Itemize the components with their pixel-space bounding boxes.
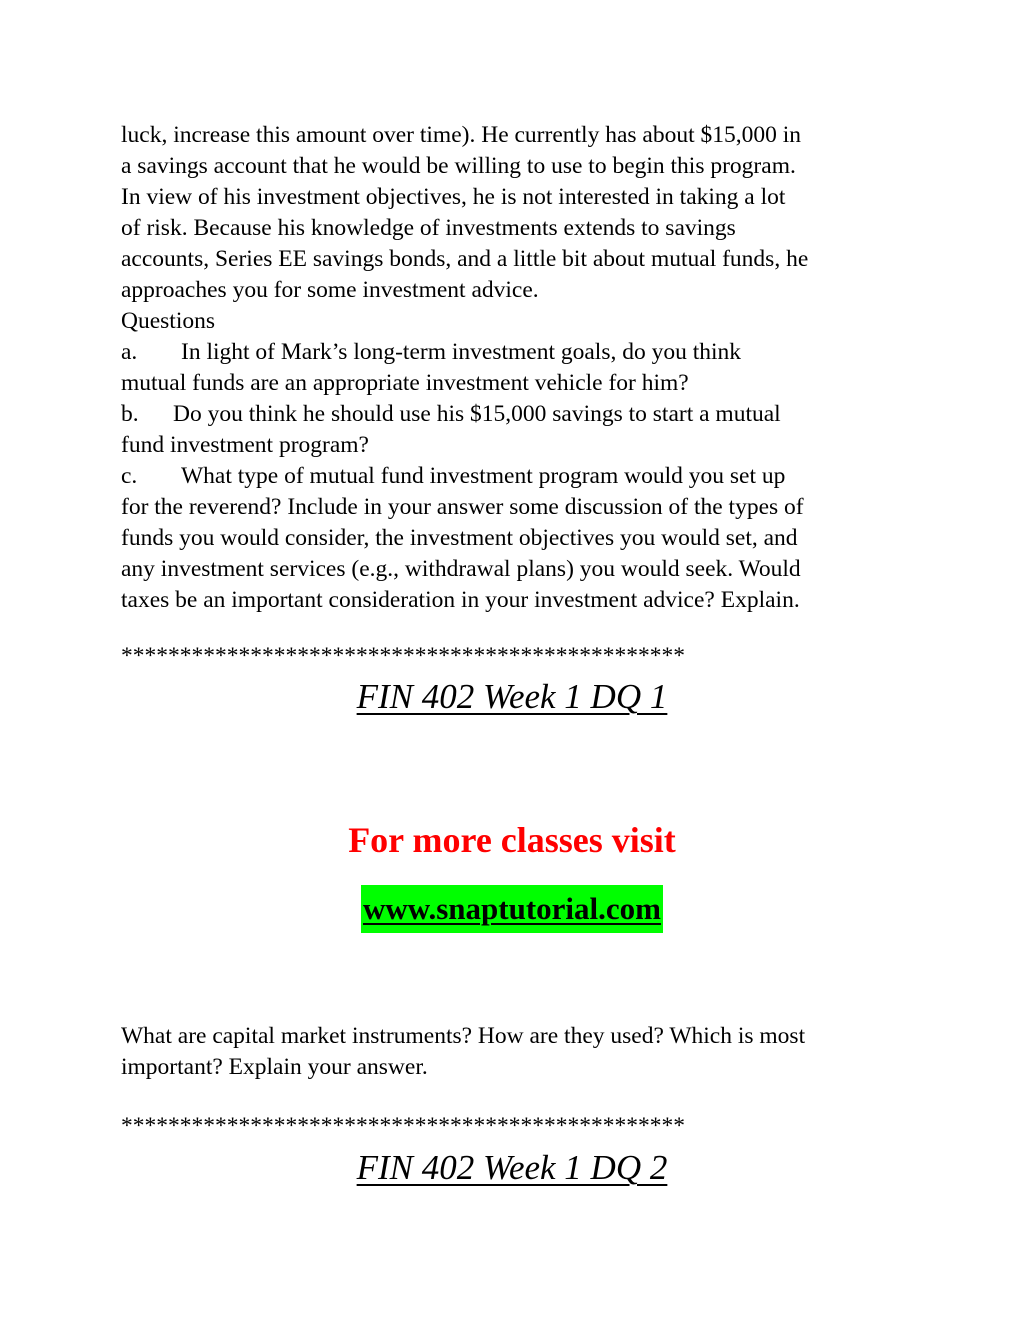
question-text: In light of Mark’s long-term investment goals, do you think [181, 339, 742, 365]
text-line: any investment services (e.g., withdrawal plans) you would seek. Would [121, 556, 801, 582]
text-line: luck, increase this amount over time). He currently has about $15,000 in [121, 122, 802, 148]
question-c-line [121, 461, 921, 492]
section-heading: FIN 402 Week 1 DQ 2 [356, 1148, 668, 1187]
promo-text: For more classes visit [348, 820, 676, 860]
separator-stars: ************************************************ [121, 643, 685, 669]
text-line: a savings account that he would be willing to use to begin this program. [121, 153, 796, 179]
text-line: What are capital market instruments? How are they used? Which is most [121, 1023, 806, 1049]
questions-heading: Questions [121, 308, 215, 334]
question-text: What type of mutual fund investment program would you set up [181, 463, 786, 489]
text-line: fund investment program? [121, 432, 369, 458]
question-text: Do you think he should use his $15,000 savings to start a mutual [173, 401, 781, 427]
text-line: funds you would consider, the investment objectives you would set, and [121, 525, 798, 551]
text-line: mutual funds are an appropriate investment vehicle for him? [121, 370, 689, 396]
question-b-line [121, 399, 921, 430]
discussion-question [121, 1021, 921, 1083]
section-heading: FIN 402 Week 1 DQ 1 [356, 677, 668, 716]
promo-link-container [0, 885, 1024, 933]
question-label: b. [121, 401, 139, 427]
text-line: taxes be an important consideration in your investment advice? Explain. [121, 587, 800, 613]
text-line: approaches you for some investment advice. [121, 277, 539, 303]
text-line: In view of his investment objectives, he is not interested in taking a lot [121, 184, 786, 210]
text-line: important? Explain your answer. [121, 1054, 428, 1080]
text-line: for the reverend? Include in your answer some discussion of the types of [121, 494, 804, 520]
question-label: a. [121, 339, 138, 365]
text-line: of risk. Because his knowledge of investments extends to savings [121, 215, 736, 241]
case-study-text [121, 120, 921, 616]
question-a-line [121, 337, 921, 368]
text-line: accounts, Series EE savings bonds, and a little bit about mutual funds, he [121, 246, 809, 272]
separator-stars: ************************************************ [121, 1113, 685, 1139]
website-link[interactable]: www.snaptutorial.com [361, 885, 663, 933]
question-label: c. [121, 463, 138, 489]
